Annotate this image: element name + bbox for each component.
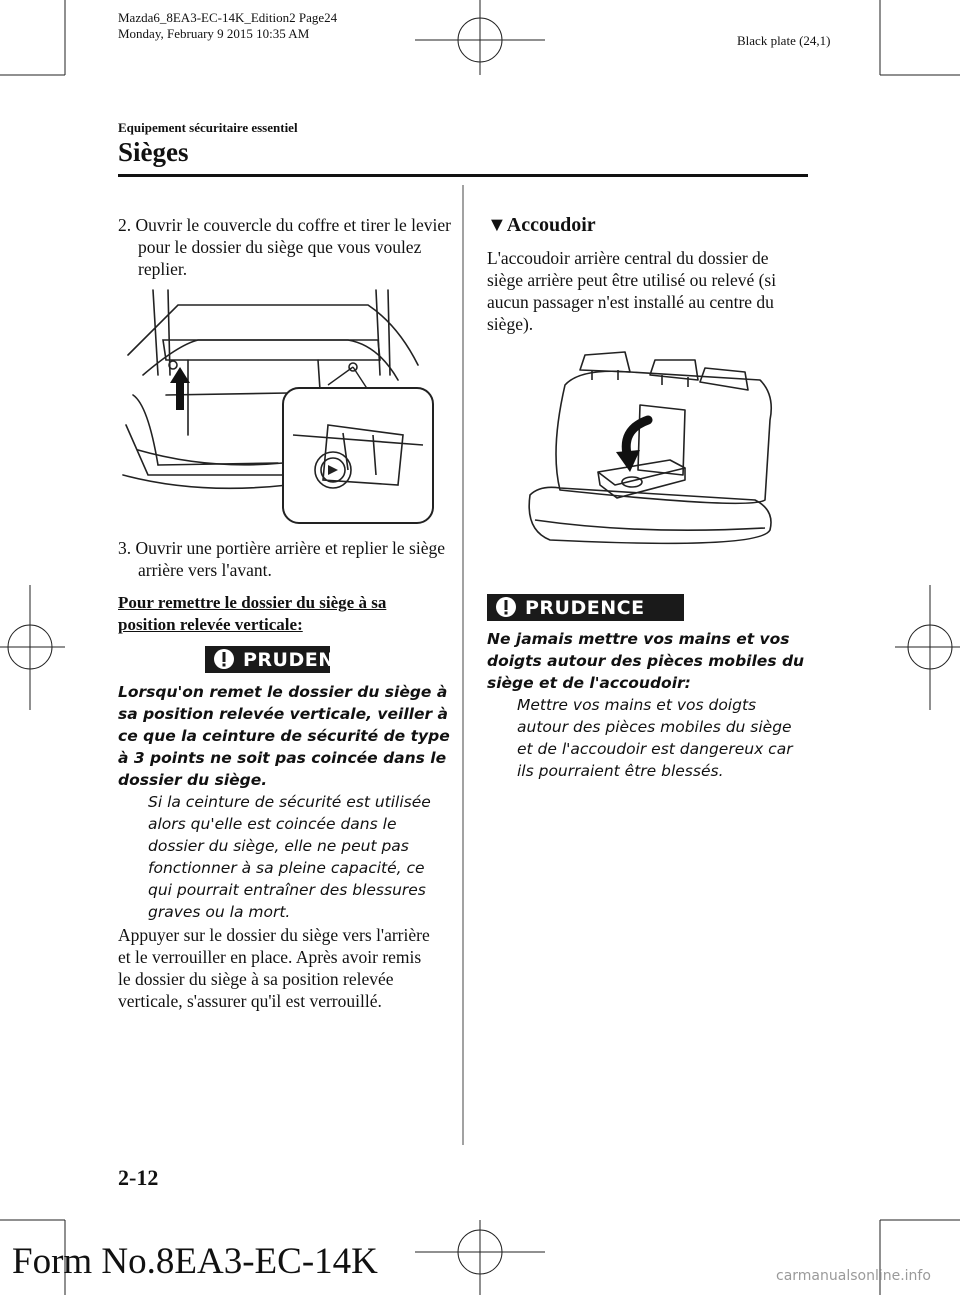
step-2: 2. Ouvrir le couvercle du coffre et tirer le levier pour le dossier du siège que vous voulez replier. [118,215,451,279]
armrest-heading-text: Accoudoir [506,214,596,236]
slug-line-1: Mazda6_8EA3-EC-14K_Edition2 Page24 [118,10,338,25]
prudence-bar-left [205,646,363,673]
warning-right-text [487,628,807,782]
watermark: carmanualsonline.info [776,1268,931,1284]
warning-icon [495,596,517,618]
slug-text [118,10,337,42]
warning-right-detail: Mettre vos mains et vos doigts autour des pièces mobiles du siège et de l'accoudoir est dangereux car ils pourraient être blessés. [517,696,793,780]
page-title: Sièges [118,137,189,167]
rear-seat-armrest-illustration [520,350,785,560]
prudence-label: PRUDENCE [243,649,363,671]
warning-right-bold: Ne jamais mettre vos mains et vos doigts autour des pièces mobiles du siège et de l'accoudoir: [487,630,805,692]
warning-left-detail: Si la ceinture de sécurité est utilisée alors qu'elle est coincée dans le dossier du siège, elle ne peut pas fonctionner à sa pleine capacité, ce qui pourrait entraîner des blessures graves ou la mort. [148,793,431,921]
prudence-bar-right [487,594,684,621]
armrest-heading [487,214,596,237]
header-rule [118,174,808,177]
heading-marker-icon: ▼ [487,214,507,236]
trunk-lever-illustration [118,285,438,525]
armrest-intro: L'accoudoir arrière central du dossier de siège arrière peut être utilisé ou relevé (si aucun passager n'est installé au centre du siège). [487,248,777,334]
warning-left-text [118,681,453,923]
slug-line-2: Monday, February 9 2015 10:35 AM [118,26,310,41]
plate-label: Black plate (24,1) [737,33,831,48]
form-number: Form No.8EA3-EC-14K [12,1241,378,1282]
prudence-label: PRUDENCE [525,597,645,619]
return-heading: Pour remettre le dossier du siège à sa position relevée verticale: [118,593,387,634]
page-number: 2-12 [118,1165,159,1190]
step-3: 3. Ouvrir une portière arrière et replier le siège arrière vers l'avant. [118,538,445,580]
closing-paragraph: Appuyer sur le dossier du siège vers l'arrière et le verrouiller en place. Après avoir remis le dossier du siège à sa position relevée verticale, s'assurer qu'il est verrouillé. [118,925,430,1011]
warning-left-bold: Lorsqu'on remet le dossier du siège à sa position relevée verticale, veiller à ce que la ceinture de sécurité de type à 3 points ne soit pas coincée dans le dossier du siège. [118,683,450,789]
warning-icon [213,648,235,670]
section-label: Equipement sécuritaire essentiel [118,120,298,135]
